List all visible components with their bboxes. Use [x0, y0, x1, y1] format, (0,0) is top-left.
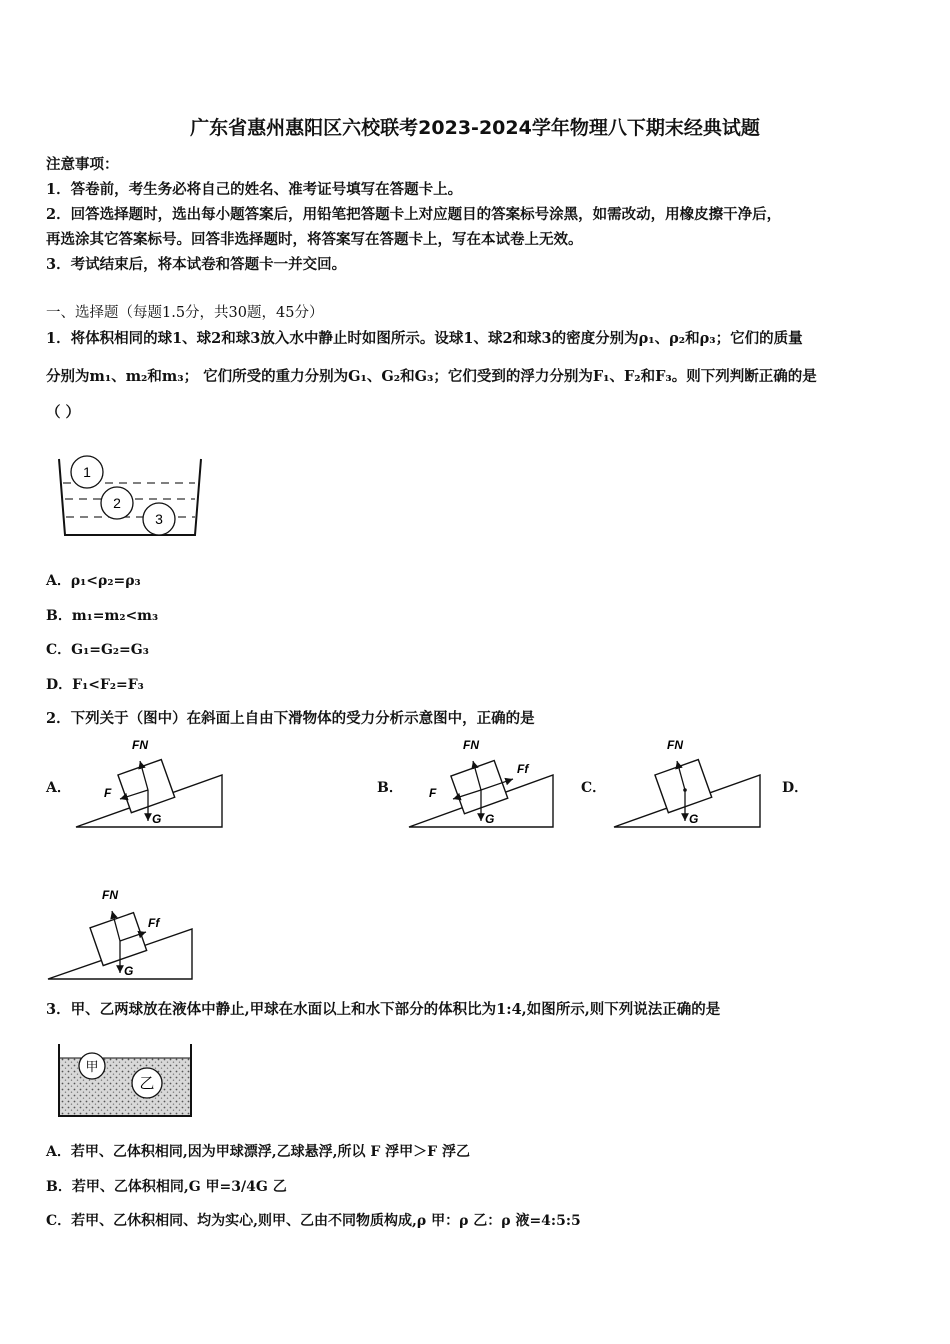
label-f: F	[104, 786, 112, 800]
q1-option-d: D．F₁<F₂=F₃	[46, 677, 144, 693]
notice-item: 1．答卷前，考生务必将自己的姓名、准考证号填写在答题卡上。	[46, 181, 463, 198]
q2-diagram-a	[72, 735, 232, 830]
page-title: 广东省惠州惠阳区六校联考2023-2024学年物理八下期末经典试题	[190, 117, 760, 139]
question-1-line-3: （ ）	[46, 404, 81, 421]
label-fn: FN	[463, 738, 479, 752]
label-f: F	[429, 786, 437, 800]
notice-heading: 注意事项：	[46, 156, 119, 173]
label-ff: Ff	[517, 762, 529, 776]
notice-item: 3．考试结束后，将本试卷和答题卡一并交回。	[46, 256, 347, 273]
q3-option-c: C．若甲、乙休积相同、均为实心,则甲、乙由不同物质构成,ρ 甲：ρ 乙：ρ 液=4:5:5	[46, 1213, 581, 1229]
ball-yi-label: 乙	[139, 1075, 155, 1092]
q3-container-figure	[55, 1040, 195, 1120]
q2-option-a-letter: A．	[46, 780, 71, 796]
label-g: G	[689, 812, 699, 826]
ball-1-label: 1	[83, 464, 91, 480]
label-g: G	[152, 812, 162, 826]
q1-option-a: A．ρ₁<ρ₂=ρ₃	[46, 573, 141, 589]
q2-option-b-letter: B．	[377, 780, 403, 796]
q1-option-c: C．G₁=G₂=G₃	[46, 642, 149, 658]
section-heading: 一、选择题（每题1.5分，共30题，45分）	[46, 305, 324, 321]
label-fn: FN	[667, 738, 683, 752]
notice-item: 2．回答选择题时，选出每小题答案后，用铅笔把答题卡上对应题目的答案标号涂黑，如需改动，用橡皮擦干净后，	[46, 206, 782, 223]
q2-option-d-letter: D．	[782, 780, 809, 796]
label-ff: Ff	[148, 916, 160, 930]
q2-diagram-d	[44, 883, 204, 983]
q2-option-c-letter: C．	[581, 780, 607, 796]
label-g: G	[124, 964, 134, 978]
label-g: G	[485, 812, 495, 826]
question-1-line-2: 分别为m₁、m₂和m₃； 它们所受的重力分别为G₁、G₂和G₃；它们受到的浮力分别为F₁、F₂和F₃。则下列判断正确的是	[46, 368, 817, 385]
q1-option-b: B．m₁=m₂<m₃	[46, 608, 159, 624]
ball-jia-label: 甲	[85, 1059, 99, 1074]
question-3-stem: 3．甲、乙两球放在液体中静止,甲球在水面以上和水下部分的体积比为1:4,如图所示,则下列说法正确的是	[46, 1001, 721, 1018]
q1-beaker-figure	[55, 455, 205, 540]
q3-option-b: B．若甲、乙体积相同,G 甲=3/4G 乙	[46, 1179, 287, 1195]
question-2-stem: 2．下列关于（图中）在斜面上自由下滑物体的受力分析示意图中，正确的是	[46, 710, 535, 727]
label-fn: FN	[132, 738, 148, 752]
label-fn: FN	[102, 888, 118, 902]
notice-item: 再选涂其它答案标号。回答非选择题时，将答案写在答题卡上，写在本试卷上无效。	[46, 231, 583, 248]
q2-diagram-b	[405, 735, 565, 830]
q2-diagram-c	[610, 735, 770, 830]
ball-2-label: 2	[113, 495, 121, 511]
ball-3-label: 3	[155, 511, 163, 527]
q3-option-a: A．若甲、乙体积相同,因为甲球漂浮,乙球悬浮,所以 F 浮甲＞F 浮乙	[46, 1144, 470, 1160]
question-1-line-1: 1．将体积相同的球1、球2和球3放入水中静止时如图所示。设球1、球2和球3的密度分别为ρ₁、ρ₂和ρ₃；它们的质量	[46, 330, 803, 347]
